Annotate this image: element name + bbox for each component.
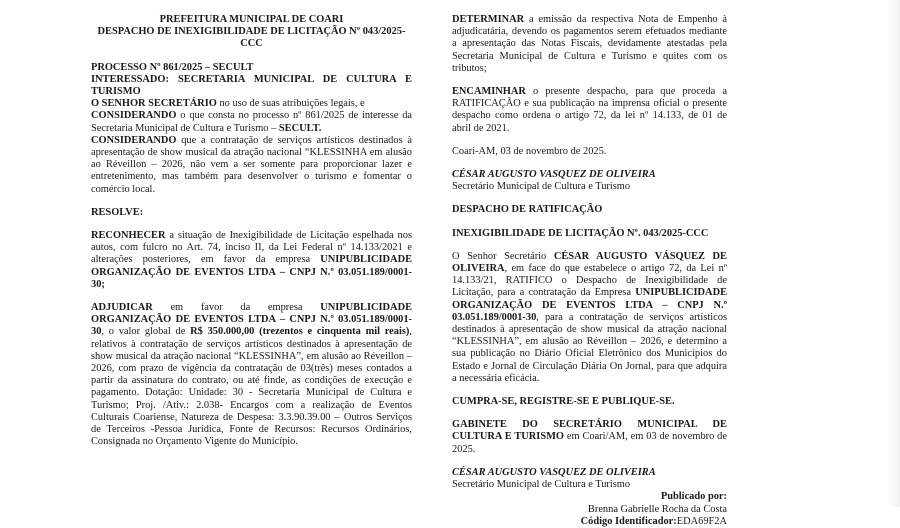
left-paragraph — [91, 98, 412, 110]
text-run: DETERMINAR — [452, 14, 525, 25]
text-run: RESOLVE: — [91, 206, 144, 218]
text-run: , relativos à contratação de serviços artísticos destinados à apresentação de show musical da atração nacional “KLESSINHA”, em alusão ao Réveillon – 2026, com prazo de vigência da contratação de 03(três) meses contados a partir da assinatura do contrato, ou até finde, as condições de execução e pagamento. Dotação: Unidade: 30 - Secretaria Municipal de Cultura e Turismo; Proj. /Ativ.: 2.038- Encargos com a realização de Eventos Culturais Coariense, Natureza de Despesa: 3.3.90.39.00 – Outros Serviços de Terceiros -Pessoa Jurídica, Fonte de Recursos: Recursos Ordinários, Consignada no Orçamento Vigente do Município. — [91, 326, 412, 448]
right-paragraph — [452, 181, 727, 193]
right-paragraph — [452, 491, 727, 503]
text-run: CONSIDERANDO — [91, 134, 177, 146]
right-paragraph — [452, 204, 727, 216]
right-paragraph — [452, 14, 727, 75]
text-run: SECULT. — [278, 122, 322, 134]
text-run: Brenna Gabrielle Rocha da Costa — [587, 503, 727, 515]
text-run: que a contratação de serviços artísticos destinados à apresentação de show musical da atração nacional “KLESSINHA em alusão ao Réveillon – 2026, não vem a ser somente para proporcionar lazer e entretenimento, mas também para desenvolver o turismo e fomentar o comércio local. — [91, 134, 412, 195]
text-run: Coari-AM, 03 de novembro de 2025. — [452, 145, 607, 157]
text-run: O SENHOR SECRETÁRIO — [91, 98, 217, 110]
right-paragraph — [452, 86, 727, 135]
text-run: UNIPUBLICIDADE ORGANIZAÇÃO DE EVENTOS LTDA – CNPJ N.º 03.051.189/0001-30 — [91, 302, 412, 338]
text-run: RECONHECER — [91, 230, 166, 242]
right-paragraph — [452, 516, 727, 528]
left-paragraph — [91, 14, 412, 26]
text-run: o que consta no processo nº 861/2025 de interesse da Secretaria Municipal de Cultura e Turismo – — [91, 110, 412, 134]
text-run: DESPACHO DE INEXIGIBILIDADE DE LICITAÇÃO Nº 043/2025-CCC — [97, 26, 406, 50]
left-paragraph — [91, 110, 412, 134]
text-run: em Coari/AM, em 03 de novembro de 2025. — [452, 431, 727, 455]
text-run: em favor da empresa — [152, 302, 321, 314]
right-paragraph — [452, 251, 727, 385]
right-paragraph — [452, 228, 727, 240]
text-run: DESPACHO DE RATIFICAÇÃO — [452, 204, 603, 216]
right-paragraph — [452, 146, 727, 158]
text-run: ENCAMINHAR — [452, 86, 526, 98]
text-run: EDA69F2A — [676, 515, 727, 527]
text-run: INEXIGIBILIDADE DE LICITAÇÃO Nº. 043/2025-CCC — [452, 227, 709, 239]
right-column — [452, 14, 727, 528]
text-run: GABINETE DO SECRETÁRIO MUNICIPAL DE CULTURA E TURISMO — [452, 419, 727, 443]
text-run: no uso de suas atribuições legais, e — [216, 98, 365, 110]
text-run: , o valor global de — [101, 326, 191, 338]
right-paragraph — [452, 467, 727, 479]
left-paragraph — [91, 207, 412, 219]
left-paragraph — [91, 62, 412, 74]
left-paragraph — [91, 302, 412, 448]
text-run: CÉSAR AUGUSTO VASQUEZ DE OLIVEIRA — [452, 169, 656, 181]
text-run: , em face do que estabelece o artigo 72, da Lei nº 14.133/21, RATIFICO o Despacho de Inexigibilidade de Licitação, para a contratação da Empresa — [452, 263, 727, 299]
text-run: Publicado por: — [660, 491, 727, 503]
text-run: O Senhor Secretário — [452, 250, 554, 262]
text-run: , para a contratação de serviços artísticos destinados à apresentação de show musical da atração nacional “KLESSINHA”, em alusão ao Réveillon – 2026, e determino a sua publicação no Diário Oficial Eletrônico dos Municípios do Estado e Jornal de Circulação Diária On Jornal, para que adquira a necessária eficácia. — [452, 311, 727, 384]
text-run: PROCESSO Nº 861/2025 – SECULT — [91, 61, 254, 73]
text-run: CUMPRA-SE, REGISTRE-SE E PUBLIQUE-SE. — [452, 396, 675, 408]
text-run: o presente despacho, para que proceda a RATIFICAÇÃO e sua publicação na imprensa oficial o presente despacho como ordena o artigo 72, da lei nº 14.133, de 01 de abril de 2021. — [452, 86, 727, 134]
right-paragraph — [452, 396, 727, 408]
left-paragraph — [91, 26, 412, 50]
right-paragraph — [452, 479, 727, 491]
text-run: a situação de Inexigibilidade de Licitação espelhada nos autos, com fulcro no Art. 74, inciso II, da Lei Federal nº 14.133/2021 e alterações posteriores, em favor da empresa — [91, 230, 412, 266]
left-column — [91, 14, 412, 449]
right-paragraph — [452, 169, 727, 181]
page-edge — [886, 0, 900, 507]
left-paragraph — [91, 230, 412, 291]
text-run: PREFEITURA MUNICIPAL DE COARI — [159, 14, 344, 25]
text-run: a emissão da respectiva Nota de Empenho à adjudicatária, devendo os pagamentos serem efetuados mediante a apresentação das Notas Fiscais, devidamente atestadas pela Secretaria Municipal de Cultura e Turismo e quites com os tributos; — [452, 14, 727, 74]
text-run: CÉSAR AUGUSTO VASQUEZ DE OLIVEIRA — [452, 466, 656, 478]
text-run: INTERESSADO: SECRETARIA MUNICIPAL DE CULTURA E TURISMO — [91, 73, 412, 98]
text-run: UNIPUBLICIDADE ORGANIZAÇÃO DE EVENTOS LTDA – CNPJ N.º 03.051.189/0001-30; — [91, 254, 412, 290]
text-run: ADJUDICAR — [91, 302, 153, 314]
text-run: R$ 350.000,00 (trezentos e cinquenta mil reais) — [190, 326, 410, 338]
text-run: Código Identificador: — [580, 515, 677, 527]
text-run: CÉSAR AUGUSTO VÁSQUEZ DE OLIVEIRA — [452, 250, 727, 275]
right-paragraph — [452, 504, 727, 516]
text-run: Secretário Municipal de Cultura e Turismo — [452, 181, 631, 193]
text-run: CONSIDERANDO — [91, 110, 177, 122]
text-run: Secretário Municipal de Cultura e Turismo — [452, 479, 631, 491]
left-paragraph — [91, 74, 412, 98]
text-run: UNIPUBLICIDADE ORGANIZAÇÃO DE EVENTOS LTDA – CNPJ N.º 03.051.189/0001-30 — [452, 287, 727, 323]
left-paragraph — [91, 135, 412, 196]
right-paragraph — [452, 419, 727, 456]
